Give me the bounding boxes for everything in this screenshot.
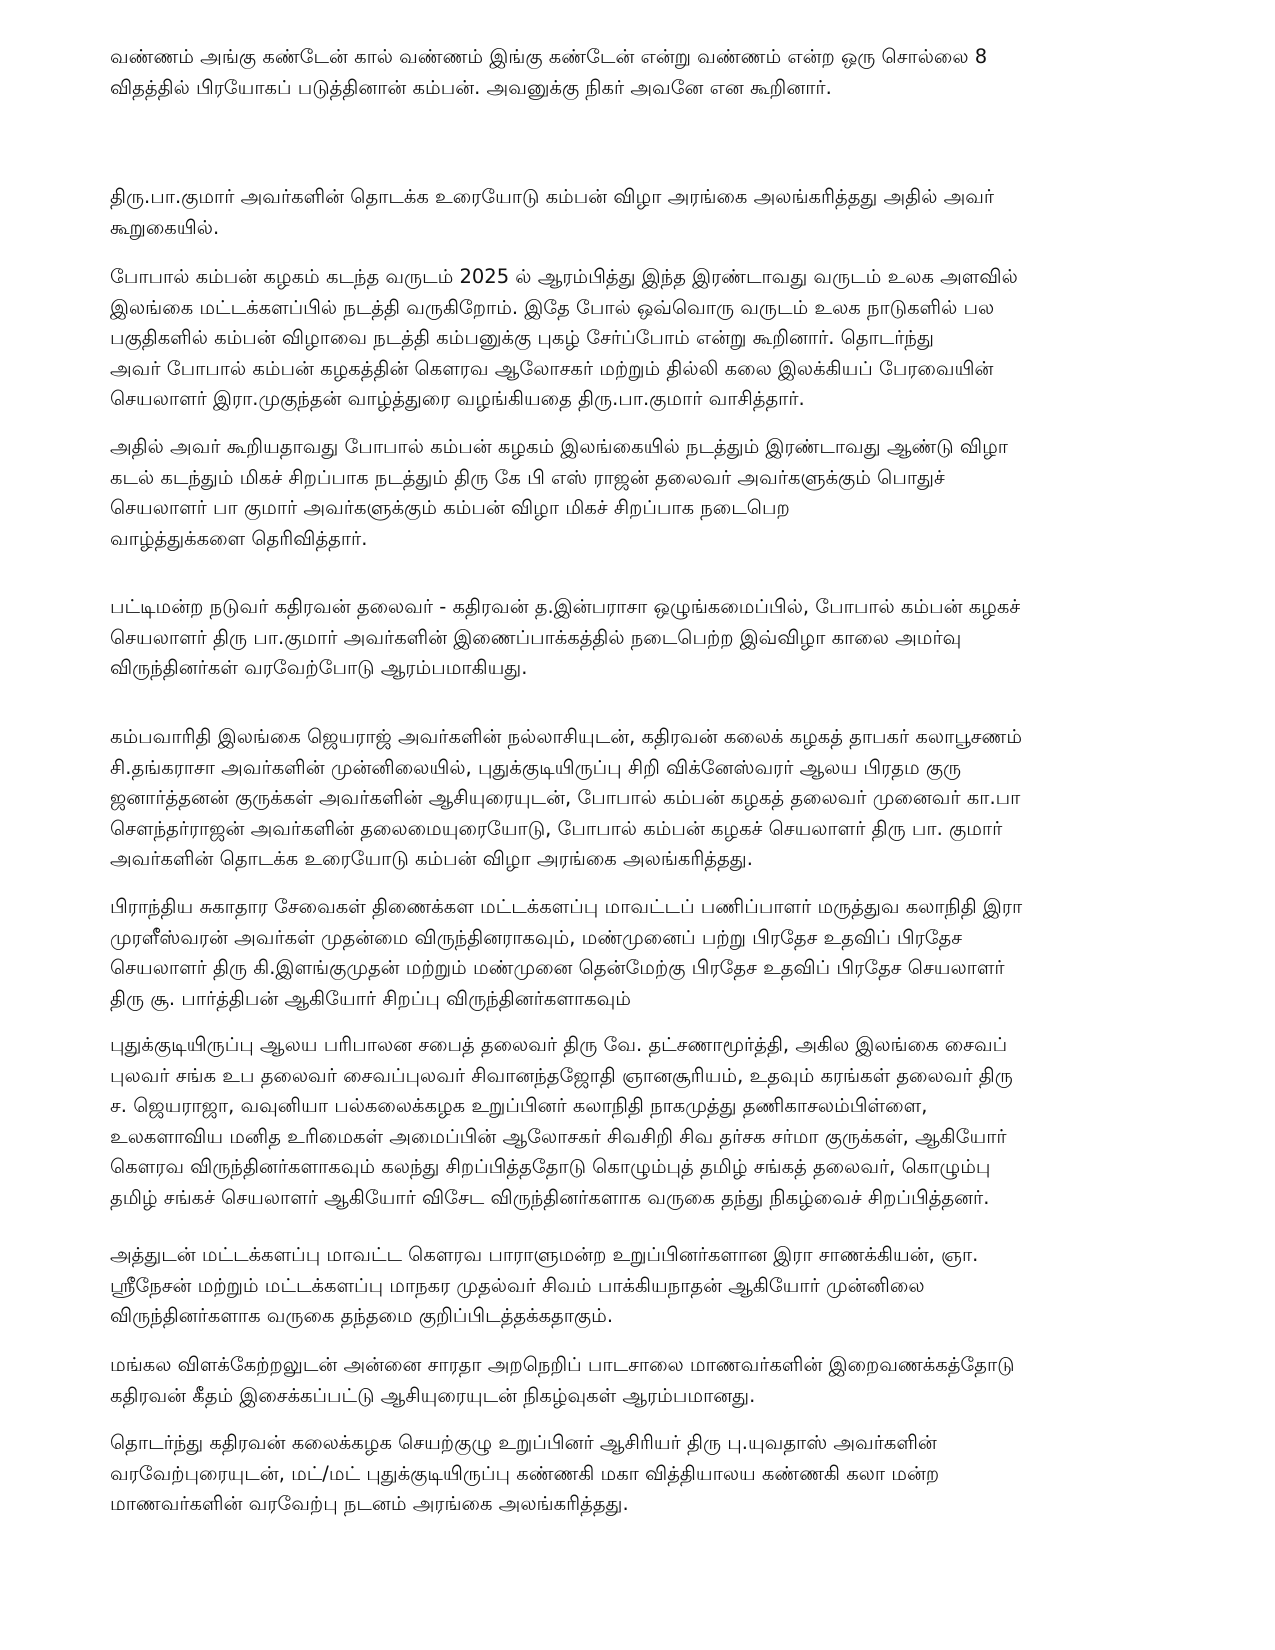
paragraph-2: திரு.பா.குமார் அவர்களின் தொடக்க உரையோடு கம்பன் விழா அரங்கை அலங்கரித்தது அதில் அவர் கூறுகையில். [110,185,995,239]
paragraph-3: போபால் கம்பன் கழகம் கடந்த வருடம் 2025 ல் ஆரம்பித்து இந்த இரண்டாவது வருடம் உலக அளவில் இலங்கை மட்டக்களப்பில் நடத்தி வருகிறோம். இதே போல் ஒவ்வொரு வருடம் உலக நாடுகளில் பல பகுதிகளில் கம்பன் விழாவை நடத்தி கம்பனுக்கு புகழ் சேர்ப்போம் என்று கூறினார். தொடர்ந்து அவர் போபால் கம்பன் கழகத்தின் கௌரவ ஆலோசகர் மற்றும் தில்லி கலை இலக்கியப் பேரவையின் செயலாளர் இரா.முகுந்தன் வாழ்த்துரை வழங்கியதை திரு.பா.குமார் வாசித்தார். [110,265,1018,410]
paragraph-11: தொடர்ந்து கதிரவன் கலைக்கழக செயற்குழு உறுப்பினர் ஆசிரியர் திரு பு.யுவதாஸ் அவர்களின் வரவேற்புரையுடன், மட்/மட் புதுக்குடியிருப்பு கண்ணகி மகா வித்தியாலய கண்ணகி கலா மன்ற மாணவர்களின் வரவேற்பு நடனம் அரங்கை அலங்கரித்தது. [110,1431,940,1515]
paragraph-6: கம்பவாரிதி இலங்கை ஜெயராஜ் அவர்களின் நல்லாசியுடன், கதிரவன் கலைக் கழகத் தாபகர் கலாபூசணம் சி.தங்கராசா அவர்களின் முன்னிலையில், புதுக்குடியிருப்பு சிறி விக்னேஸ்வரர் ஆலய பிரதம குரு ஜனார்த்தனன் குருக்கள் அவர்களின் ஆசியுரையுடன், போபால் கம்பன் கழகத் தலைவர் முனைவர் கா.பா சௌந்தர்ராஜன் அவர்களின் தலைமையுரையோடு, போபால் கம்பன் கழகச் செயலாளர் திரு பா. குமார் அவர்களின் தொடக்க உரையோடு கம்பன் விழா அரங்கை அலங்கரித்தது. [110,725,1023,870]
paragraph-9: அத்துடன் மட்டக்களப்பு மாவட்ட கௌரவ பாராளுமன்ற உறுப்பினர்களான இரா சாணக்கியன், ஞா. ஸ்ரீநேசன் மற்றும் மட்டக்களப்பு மாநகர முதல்வர் சிவம் பாக்கியநாதன் ஆகியோர் முன்னிலை விருந்தினர்களாக வருகை தந்தமை குறிப்பிடத்தக்கதாகும். [110,1243,979,1327]
paragraph-8: புதுக்குடியிருப்பு ஆலய பரிபாலன சபைத் தலைவர் திரு வே. தட்சணாமூர்த்தி, அகில இலங்கை சைவப் புலவர் சங்க உப தலைவர் சைவப்புலவர் சிவானந்தஜோதி ஞானசூரியம், உதவும் கரங்கள் தலைவர் திரு ச. ஜெயராஜா, வவுனியா பல்கலைக்கழக உறுப்பினர் கலாநிதி நாகமுத்து தணிகாசலம்பிள்ளை, உலகளாவிய மனித உரிமைகள் அமைப்பின் ஆலோசகர் சிவசிறி சிவ தர்சக சர்மா குருக்கள், ஆகியோர் கௌரவ விருந்தினர்களாகவும் கலந்து சிறப்பித்ததோடு கொழும்புத் தமிழ் சங்கத் தலைவர், கொழும்பு தமிழ் சங்கச் செயலாளர் ஆகியோர் விசேட விருந்தினர்களாக வருகை தந்து நிகழ்வைச் சிறப்பித்தனர். [110,1033,1013,1209]
paragraph-4: அதில் அவர் கூறியதாவது போபால் கம்பன் கழகம் இலங்கையில் நடத்தும் இரண்டாவது ஆண்டு விழா கடல் கடந்தும் மிகச் சிறப்பாக நடத்தும் திரு கே பி எஸ் ராஜன் தலைவர் அவர்களுக்கும் பொதுச் செயலாளர் பா குமார் அவர்களுக்கும் கம்பன் விழா மிகச் சிறப்பாக நடைபெற வாழ்த்துக்களை தெரிவித்தார். [110,435,1008,550]
paragraph-7: பிராந்திய சுகாதார சேவைகள் திணைக்கள மட்டக்களப்பு மாவட்டப் பணிப்பாளர் மருத்துவ கலாநிதி இரா முரளீஸ்வரன் அவர்கள் முதன்மை விருந்தினராகவும், மண்முனைப் பற்று பிரதேச உதவிப் பிரதேச செயலாளர் திரு கி.இளங்குமுதன் மற்றும் மண்முனை தென்மேற்கு பிரதேச உதவிப் பிரதேச செயலாளர் திரு சூ. பார்த்திபன் ஆகியோர் சிறப்பு விருந்தினர்களாகவும் [110,895,1023,1010]
paragraph-1: வண்ணம் அங்கு கண்டேன் கால் வண்ணம் இங்கு கண்டேன் என்று வண்ணம் என்ற ஒரு சொல்லை 8 விதத்தில் பிரயோகப் படுத்தினான் கம்பன். அவனுக்கு நிகர் அவனே என கூறினார். [110,45,988,99]
paragraph-10: மங்கல விளக்கேற்றலுடன் அன்னை சாரதா அறநெறிப் பாடசாலை மாணவர்களின் இறைவணக்கத்தோடு கதிரவன் கீதம் இசைக்கப்பட்டு ஆசியுரையுடன் நிகழ்வுகள் ஆரம்பமானது. [110,1353,1015,1407]
paragraph-5: பட்டிமன்ற நடுவர் கதிரவன் தலைவர் - கதிரவன் த.இன்பராசா ஒழுங்கமைப்பில், போபால் கம்பன் கழகச் செயலாளர் திரு பா.குமார் அவர்களின் இணைப்பாக்கத்தில் நடைபெற்ற இவ்விழா காலை அமர்வு விருந்தினர்கள் வரவேற்போடு ஆரம்பமாகியது. [110,595,1021,679]
